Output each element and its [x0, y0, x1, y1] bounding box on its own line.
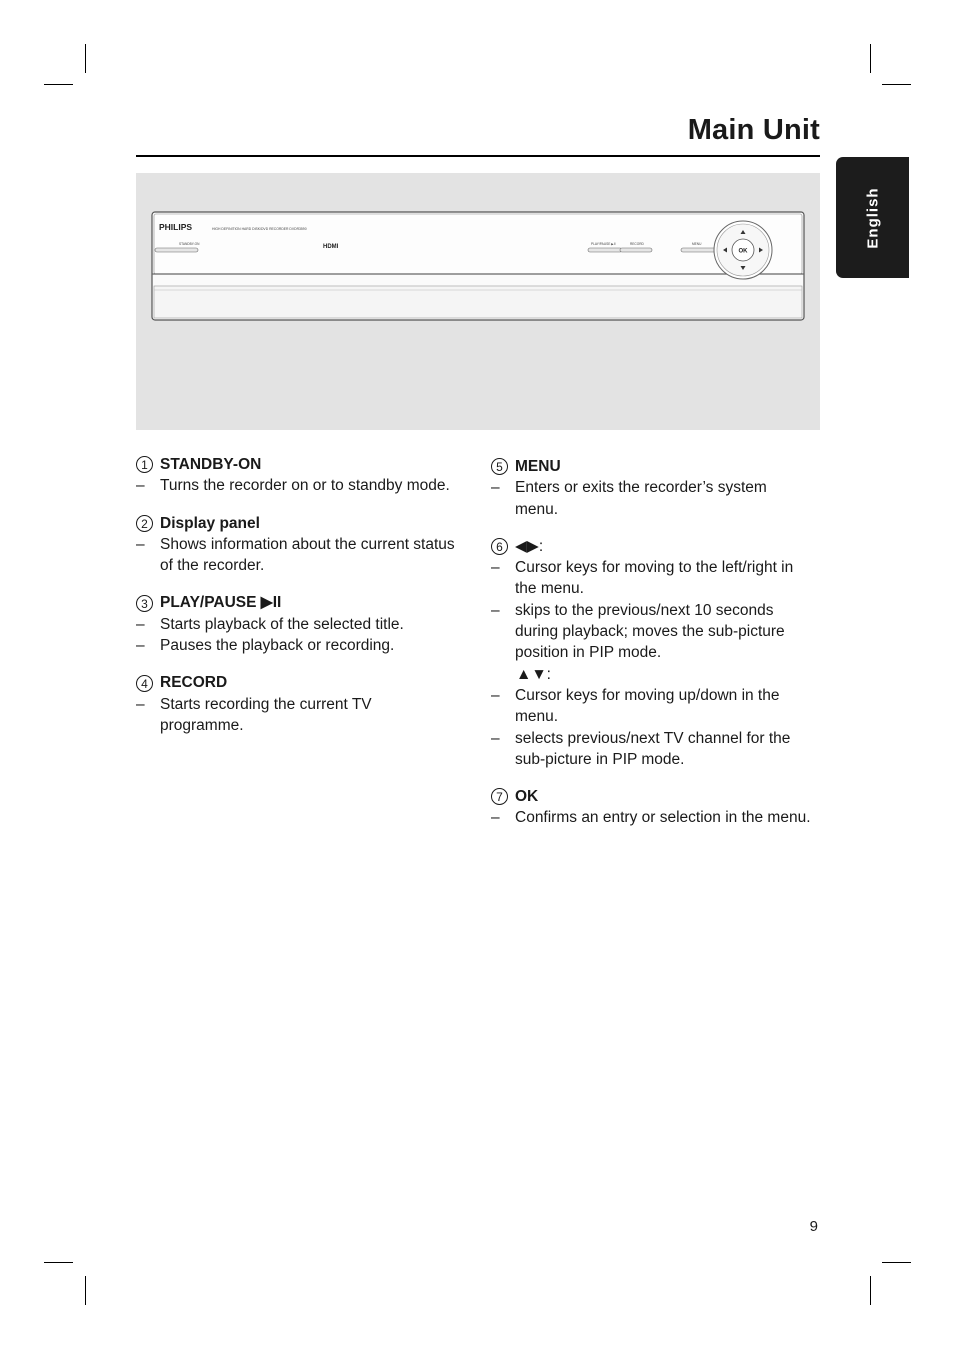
ok-label: OK — [738, 248, 748, 255]
item-ok — [491, 786, 811, 829]
item-text: Enters or exits the recorder’s system menu. — [515, 479, 767, 518]
item-text: Pauses the playback or recording. — [160, 637, 395, 655]
list-item: – skips to the previous/next 10 seconds during playback; moves the sub-picture position in PIP mode. — [491, 600, 811, 664]
list-item: – Shows information about the current status of the recorder. — [136, 534, 456, 577]
right-column — [491, 456, 811, 845]
item-text: Starts recording the current TV programme. — [160, 695, 372, 734]
item-subtitle: ▲▼: — [516, 665, 551, 683]
crop-mark — [44, 84, 73, 85]
playpause-label: PLAY/PAUSE ▶II — [591, 242, 616, 246]
record-button[interactable] — [620, 248, 652, 252]
display-panel — [154, 286, 802, 318]
item-number: 3 — [136, 595, 153, 612]
playpause-button[interactable] — [588, 248, 622, 252]
item-text: Starts playback of the selected title. — [160, 615, 404, 633]
menu-label: MENU — [692, 242, 702, 246]
item-text: skips to the previous/next 10 seconds during playback; moves the sub-picture position in PIP mode. — [515, 601, 785, 662]
list-item: – Pauses the playback or recording. — [136, 635, 456, 656]
list-item: – Starts playback of the selected title. — [136, 614, 456, 635]
crop-mark — [882, 84, 911, 85]
item-number: 4 — [136, 675, 153, 692]
crop-mark — [882, 1262, 911, 1263]
item-title: OK — [515, 788, 539, 806]
item-title: Display panel — [160, 514, 260, 532]
item-text: Shows information about the current status of the recorder. — [160, 535, 455, 575]
item-number: 7 — [491, 788, 508, 805]
crop-mark — [870, 1276, 871, 1305]
standby-button[interactable] — [155, 248, 198, 252]
crop-mark — [44, 1262, 73, 1263]
item-display-panel — [136, 513, 456, 577]
crop-mark — [870, 44, 871, 73]
hdmi-logo: HDMI — [323, 244, 339, 250]
item-number: 6 — [491, 538, 508, 555]
item-title: ◀▶: — [515, 537, 544, 555]
item-title: STANDBY-ON — [160, 456, 262, 473]
record-label: RECORD — [630, 242, 644, 246]
item-text: Cursor keys for moving to the left/right in the menu. — [515, 559, 794, 598]
page-number: 9 — [809, 1218, 818, 1235]
device-front-panel — [136, 173, 820, 430]
crop-mark — [85, 44, 86, 73]
crop-mark — [85, 1276, 86, 1305]
item-text: Cursor keys for moving up/down in the menu. — [515, 686, 780, 726]
item-text: Turns the recorder on or to standby mode. — [160, 477, 450, 495]
language-tab-label: English — [864, 186, 881, 249]
menu-button[interactable] — [681, 248, 717, 252]
item-title: MENU — [515, 458, 561, 475]
list-item: – Starts recording the current TV programme. — [136, 694, 456, 737]
item-number: 2 — [136, 515, 153, 532]
item-text: Confirms an entry or selection in the menu. — [515, 809, 811, 827]
item-text: selects previous/next TV channel for the sub-picture in PIP mode. — [515, 729, 791, 768]
brand-logo: PHILIPS — [159, 222, 193, 232]
item-number: 5 — [491, 458, 508, 475]
item-menu — [491, 456, 811, 520]
list-item: – selects previous/next TV channel for the sub-picture in PIP mode. — [491, 728, 811, 771]
list-item: – Enters or exits the recorder’s system menu. — [491, 477, 811, 520]
left-column — [136, 454, 456, 752]
item-play-pause — [136, 592, 456, 656]
list-item: – Turns the recorder on or to standby mode. — [136, 475, 456, 496]
list-item: – Cursor keys for moving up/down in the menu. — [491, 685, 811, 728]
page-title: Main Unit — [687, 114, 820, 146]
item-title: PLAY/PAUSE ▶II — [160, 594, 282, 612]
model-text: HIGH DEFINITION HARD DISK/DVD RECORDER DVDR3590 — [212, 227, 307, 231]
item-record — [136, 672, 456, 736]
language-tab — [836, 157, 909, 278]
standby-label: STANDBY-ON — [179, 242, 200, 246]
list-item: – Confirms an entry or selection in the menu. — [491, 807, 811, 828]
item-cursor-keys — [491, 536, 811, 770]
device-top-panel — [154, 214, 802, 274]
item-title: RECORD — [160, 674, 228, 692]
title-rule — [136, 155, 820, 157]
list-item: – Cursor keys for moving to the left/right in the menu. — [491, 557, 811, 600]
item-standby — [136, 454, 456, 497]
item-number: 1 — [136, 456, 153, 473]
main-unit-figure — [136, 173, 820, 430]
